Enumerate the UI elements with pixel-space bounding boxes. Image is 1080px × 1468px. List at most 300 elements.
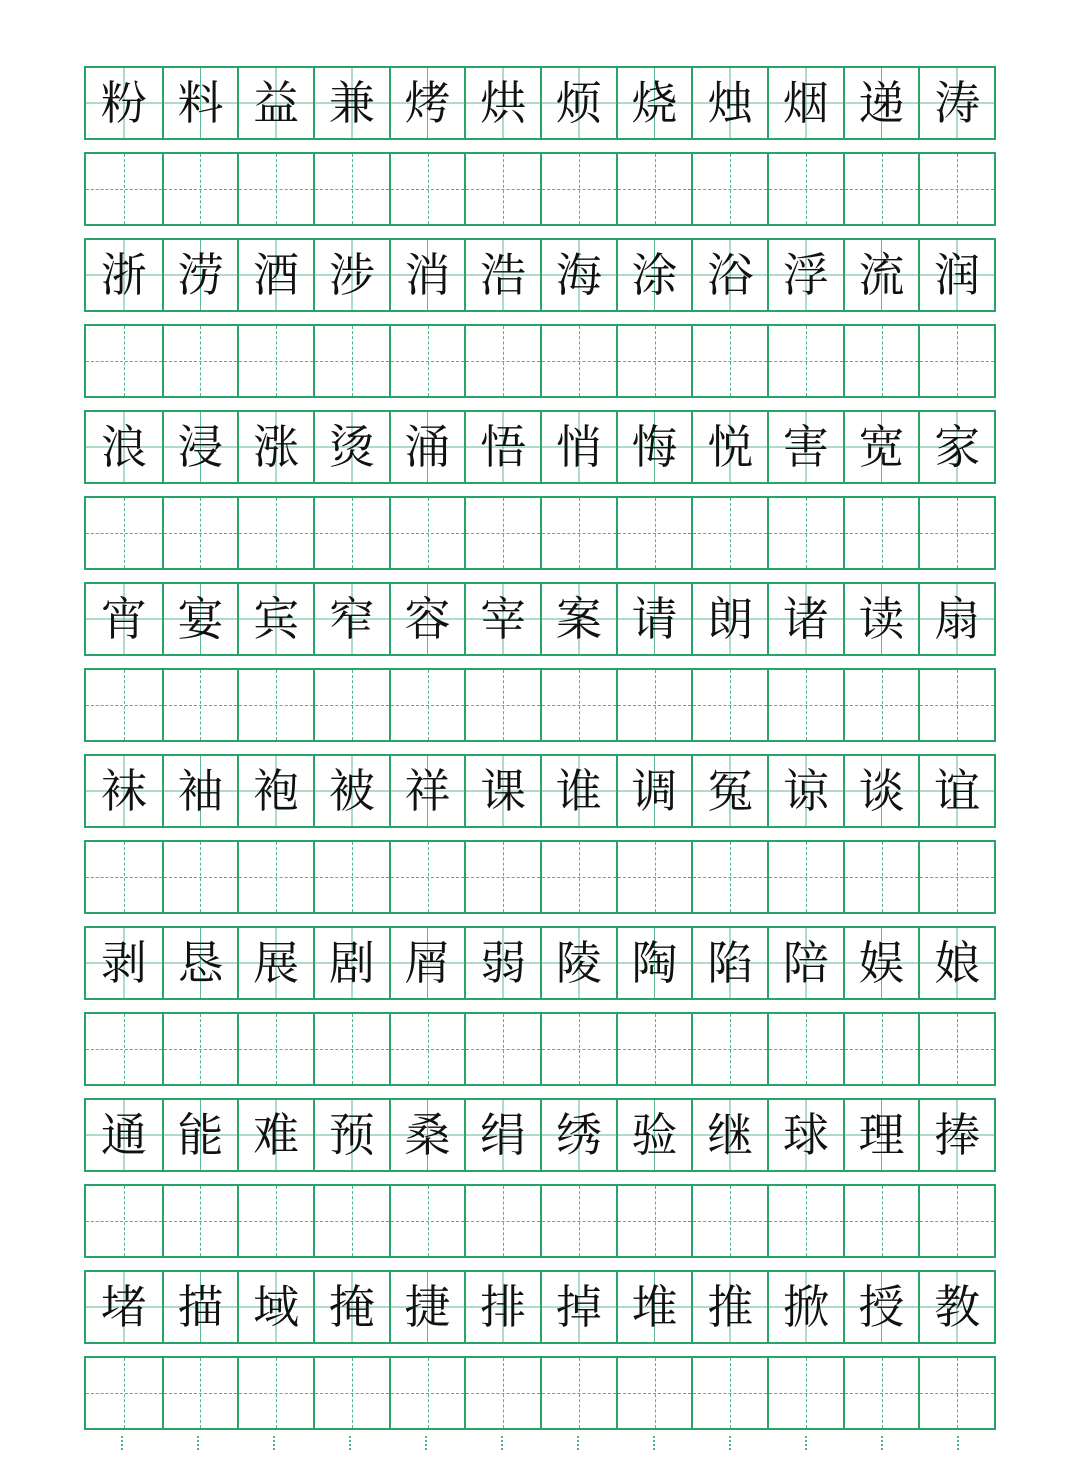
character-cell	[237, 68, 313, 138]
character-cell	[691, 756, 767, 826]
character-cell	[237, 584, 313, 654]
character-cell	[162, 1100, 238, 1170]
practice-cell[interactable]	[237, 498, 313, 568]
character-cell	[389, 928, 465, 998]
character: 绢	[480, 1108, 527, 1162]
character-cell	[691, 1100, 767, 1170]
character-cell	[767, 1272, 843, 1342]
practice-cell[interactable]	[86, 1358, 162, 1428]
character-row	[84, 1098, 996, 1172]
character: 递	[858, 76, 905, 130]
practice-cell[interactable]	[162, 498, 238, 568]
character-cell	[843, 1272, 919, 1342]
character-cell	[540, 68, 616, 138]
character: 继	[707, 1108, 754, 1162]
practice-cell[interactable]	[237, 670, 313, 740]
character-cell	[389, 1272, 465, 1342]
guide-tick	[349, 1436, 351, 1450]
practice-cell[interactable]	[918, 154, 994, 224]
practice-cell[interactable]	[389, 670, 465, 740]
practice-cell[interactable]	[843, 154, 919, 224]
guide-tick	[653, 1436, 655, 1450]
character: 冤	[707, 764, 754, 818]
character: 益	[253, 76, 300, 130]
character-cell	[843, 412, 919, 482]
character: 流	[858, 248, 905, 302]
character-cell	[540, 584, 616, 654]
character: 悟	[480, 420, 527, 474]
character: 调	[631, 764, 678, 818]
character: 兼	[328, 76, 375, 130]
character-cell	[237, 1272, 313, 1342]
character-cell	[313, 584, 389, 654]
character: 谁	[555, 764, 602, 818]
character-cell	[389, 412, 465, 482]
character-cell	[918, 928, 994, 998]
practice-cell[interactable]	[691, 1358, 767, 1428]
practice-cell[interactable]	[86, 670, 162, 740]
practice-cell[interactable]	[540, 842, 616, 912]
guide-tick	[197, 1436, 199, 1450]
practice-cell[interactable]	[86, 1186, 162, 1256]
practice-cell[interactable]	[540, 1186, 616, 1256]
practice-cell[interactable]	[313, 326, 389, 396]
character-cell	[767, 68, 843, 138]
practice-row	[84, 324, 996, 398]
character-cell	[691, 1272, 767, 1342]
practice-cell[interactable]	[389, 1186, 465, 1256]
character: 宴	[177, 592, 224, 646]
guide-tick	[805, 1436, 807, 1450]
practice-cell[interactable]	[389, 498, 465, 568]
character-cell	[691, 928, 767, 998]
character: 陵	[555, 936, 602, 990]
character: 消	[404, 248, 451, 302]
character-cell	[918, 756, 994, 826]
character: 陶	[631, 936, 678, 990]
character-cell	[389, 584, 465, 654]
character: 陪	[782, 936, 829, 990]
character-cell	[464, 928, 540, 998]
character: 润	[934, 248, 981, 302]
practice-cell[interactable]	[389, 326, 465, 396]
practice-cell[interactable]	[616, 498, 692, 568]
character-cell	[616, 1100, 692, 1170]
practice-cell[interactable]	[313, 1014, 389, 1084]
character: 预	[328, 1108, 375, 1162]
character: 课	[480, 764, 527, 818]
character-row	[84, 582, 996, 656]
practice-cell[interactable]	[86, 842, 162, 912]
practice-cell[interactable]	[616, 1358, 692, 1428]
character: 诸	[782, 592, 829, 646]
character-cell	[162, 68, 238, 138]
practice-cell[interactable]	[616, 326, 692, 396]
character-row	[84, 926, 996, 1000]
character: 涛	[934, 76, 981, 130]
character-row	[84, 238, 996, 312]
practice-cell[interactable]	[313, 498, 389, 568]
character-cell	[313, 1272, 389, 1342]
character-cell	[843, 928, 919, 998]
character-cell	[767, 756, 843, 826]
practice-row	[84, 1012, 996, 1086]
practice-cell[interactable]	[843, 326, 919, 396]
character: 容	[404, 592, 451, 646]
character: 堆	[631, 1280, 678, 1334]
character: 烦	[555, 76, 602, 130]
guide-tick	[501, 1436, 503, 1450]
character: 球	[782, 1108, 829, 1162]
practice-cell[interactable]	[389, 154, 465, 224]
guide-tick	[729, 1436, 731, 1450]
character: 浮	[782, 248, 829, 302]
character: 掉	[555, 1280, 602, 1334]
practice-cell[interactable]	[691, 326, 767, 396]
practice-cell[interactable]	[616, 1186, 692, 1256]
character: 理	[858, 1108, 905, 1162]
character-cell	[162, 1272, 238, 1342]
character: 娱	[858, 936, 905, 990]
character: 浙	[100, 248, 147, 302]
character-cell	[540, 1100, 616, 1170]
character-cell	[843, 240, 919, 310]
character-cell	[691, 240, 767, 310]
practice-cell[interactable]	[540, 670, 616, 740]
practice-cell[interactable]	[918, 842, 994, 912]
character: 悄	[555, 420, 602, 474]
character: 验	[631, 1108, 678, 1162]
bottom-guide-marks	[84, 1436, 996, 1454]
practice-cell[interactable]	[162, 1358, 238, 1428]
practice-cell[interactable]	[843, 1358, 919, 1428]
practice-row	[84, 496, 996, 570]
character: 朗	[707, 592, 754, 646]
character-cell	[843, 756, 919, 826]
practice-cell[interactable]	[313, 842, 389, 912]
character-cell	[162, 584, 238, 654]
character-cell	[162, 756, 238, 826]
character-cell	[464, 1272, 540, 1342]
character: 屑	[404, 936, 451, 990]
practice-cell[interactable]	[313, 1186, 389, 1256]
character-cell	[464, 1100, 540, 1170]
character: 剧	[328, 936, 375, 990]
character: 读	[858, 592, 905, 646]
guide-tick	[957, 1436, 959, 1450]
character: 烟	[782, 76, 829, 130]
character-cell	[918, 584, 994, 654]
character: 难	[253, 1108, 300, 1162]
practice-cell[interactable]	[616, 842, 692, 912]
character: 烫	[328, 420, 375, 474]
character-cell	[237, 1100, 313, 1170]
practice-cell[interactable]	[389, 842, 465, 912]
practice-cell[interactable]	[86, 154, 162, 224]
practice-cell[interactable]	[691, 1014, 767, 1084]
practice-cell[interactable]	[918, 1186, 994, 1256]
character: 涂	[631, 248, 678, 302]
character-cell	[313, 928, 389, 998]
character: 谊	[934, 764, 981, 818]
character: 排	[480, 1280, 527, 1334]
practice-cell[interactable]	[313, 1358, 389, 1428]
character: 烛	[707, 76, 754, 130]
character: 涨	[253, 420, 300, 474]
character: 桑	[404, 1108, 451, 1162]
practice-cell[interactable]	[767, 670, 843, 740]
character-cell	[86, 1272, 162, 1342]
character-cell	[313, 756, 389, 826]
practice-cell[interactable]	[313, 154, 389, 224]
character-row	[84, 66, 996, 140]
practice-cell[interactable]	[237, 1014, 313, 1084]
character: 涉	[328, 248, 375, 302]
practice-cell[interactable]	[162, 326, 238, 396]
character: 案	[555, 592, 602, 646]
practice-cell[interactable]	[767, 1358, 843, 1428]
character: 扇	[934, 592, 981, 646]
character-cell	[616, 756, 692, 826]
practice-cell[interactable]	[616, 154, 692, 224]
character-cell	[464, 584, 540, 654]
practice-cell[interactable]	[464, 498, 540, 568]
character-cell	[616, 68, 692, 138]
character: 谈	[858, 764, 905, 818]
character-cell	[86, 756, 162, 826]
practice-row	[84, 840, 996, 914]
practice-cell[interactable]	[464, 1014, 540, 1084]
character: 描	[177, 1280, 224, 1334]
character: 宽	[858, 420, 905, 474]
practice-cell[interactable]	[162, 1014, 238, 1084]
character: 恳	[177, 936, 224, 990]
character-cell	[389, 1100, 465, 1170]
character: 能	[177, 1108, 224, 1162]
character-cell	[691, 412, 767, 482]
practice-cell[interactable]	[616, 1014, 692, 1084]
practice-cell[interactable]	[767, 1186, 843, 1256]
character-cell	[86, 240, 162, 310]
character: 烤	[404, 76, 451, 130]
practice-cell[interactable]	[691, 842, 767, 912]
practice-cell[interactable]	[691, 1186, 767, 1256]
character: 捧	[934, 1108, 981, 1162]
character-cell	[616, 240, 692, 310]
guide-tick	[577, 1436, 579, 1450]
character-cell	[86, 928, 162, 998]
character-cell	[918, 68, 994, 138]
practice-cell[interactable]	[767, 1014, 843, 1084]
character-cell	[767, 928, 843, 998]
practice-cell[interactable]	[918, 1358, 994, 1428]
character-cell	[464, 412, 540, 482]
character: 宵	[100, 592, 147, 646]
practice-cell[interactable]	[540, 154, 616, 224]
character-cell	[389, 68, 465, 138]
character: 域	[253, 1280, 300, 1334]
character-cell	[767, 1100, 843, 1170]
character-cell	[237, 412, 313, 482]
character: 浪	[100, 420, 147, 474]
practice-cell[interactable]	[162, 842, 238, 912]
practice-cell[interactable]	[918, 498, 994, 568]
character-cell	[540, 756, 616, 826]
character-row	[84, 754, 996, 828]
character-cell	[843, 1100, 919, 1170]
character: 宾	[253, 592, 300, 646]
practice-cell[interactable]	[540, 1014, 616, 1084]
practice-cell[interactable]	[843, 498, 919, 568]
character: 家	[934, 420, 981, 474]
practice-cell[interactable]	[843, 1186, 919, 1256]
character-cell	[767, 412, 843, 482]
character-row	[84, 1270, 996, 1344]
character-cell	[86, 584, 162, 654]
character: 袜	[100, 764, 147, 818]
practice-cell[interactable]	[237, 154, 313, 224]
practice-cell[interactable]	[691, 154, 767, 224]
character-row	[84, 410, 996, 484]
character-cell	[540, 412, 616, 482]
practice-cell[interactable]	[162, 670, 238, 740]
character: 谅	[782, 764, 829, 818]
character-cell	[162, 928, 238, 998]
guide-tick	[121, 1436, 123, 1450]
character: 浩	[480, 248, 527, 302]
character-cell	[843, 68, 919, 138]
character: 涌	[404, 420, 451, 474]
guide-tick	[273, 1436, 275, 1450]
practice-cell[interactable]	[464, 842, 540, 912]
character: 浴	[707, 248, 754, 302]
character: 弱	[480, 936, 527, 990]
character-cell	[313, 412, 389, 482]
guide-tick	[425, 1436, 427, 1450]
practice-cell[interactable]	[843, 670, 919, 740]
character: 悦	[707, 420, 754, 474]
practice-cell[interactable]	[843, 842, 919, 912]
character-cell	[464, 68, 540, 138]
character: 粉	[100, 76, 147, 130]
character-cell	[918, 412, 994, 482]
character: 展	[253, 936, 300, 990]
practice-cell[interactable]	[540, 1358, 616, 1428]
practice-cell[interactable]	[540, 326, 616, 396]
character: 害	[782, 420, 829, 474]
practice-cell[interactable]	[918, 326, 994, 396]
practice-cell[interactable]	[86, 498, 162, 568]
character-cell	[86, 68, 162, 138]
character: 教	[934, 1280, 981, 1334]
character: 悔	[631, 420, 678, 474]
practice-cell[interactable]	[918, 1014, 994, 1084]
character: 陷	[707, 936, 754, 990]
character: 烧	[631, 76, 678, 130]
character-cell	[464, 240, 540, 310]
practice-cell[interactable]	[86, 1014, 162, 1084]
character: 窄	[328, 592, 375, 646]
character: 祥	[404, 764, 451, 818]
character-cell	[767, 584, 843, 654]
practice-cell[interactable]	[162, 154, 238, 224]
practice-cell[interactable]	[162, 1186, 238, 1256]
character-cell	[918, 1272, 994, 1342]
practice-cell[interactable]	[540, 498, 616, 568]
character: 涝	[177, 248, 224, 302]
character-cell	[767, 240, 843, 310]
practice-cell[interactable]	[464, 1358, 540, 1428]
character-cell	[464, 756, 540, 826]
practice-cell[interactable]	[691, 498, 767, 568]
character: 堵	[100, 1280, 147, 1334]
practice-cell[interactable]	[464, 326, 540, 396]
character: 烘	[480, 76, 527, 130]
practice-cell[interactable]	[843, 1014, 919, 1084]
practice-cell[interactable]	[464, 1186, 540, 1256]
practice-cell[interactable]	[464, 670, 540, 740]
character: 剥	[100, 936, 147, 990]
practice-cell[interactable]	[918, 670, 994, 740]
character-cell	[313, 68, 389, 138]
character-cell	[918, 240, 994, 310]
practice-row	[84, 1184, 996, 1258]
practice-cell[interactable]	[767, 842, 843, 912]
character: 娘	[934, 936, 981, 990]
character-cell	[389, 756, 465, 826]
practice-cell[interactable]	[464, 154, 540, 224]
character-cell	[691, 68, 767, 138]
practice-cell[interactable]	[313, 670, 389, 740]
character-cell	[162, 240, 238, 310]
character: 海	[555, 248, 602, 302]
practice-cell[interactable]	[86, 326, 162, 396]
character: 袖	[177, 764, 224, 818]
character: 宰	[480, 592, 527, 646]
practice-cell[interactable]	[237, 1358, 313, 1428]
character-cell	[616, 584, 692, 654]
practice-cell[interactable]	[691, 670, 767, 740]
character: 绣	[555, 1108, 602, 1162]
character: 掀	[782, 1280, 829, 1334]
practice-cell[interactable]	[237, 842, 313, 912]
character-cell	[918, 1100, 994, 1170]
character: 浸	[177, 420, 224, 474]
practice-cell[interactable]	[616, 670, 692, 740]
character-cell	[237, 240, 313, 310]
character: 授	[858, 1280, 905, 1334]
practice-cell[interactable]	[767, 326, 843, 396]
practice-row	[84, 152, 996, 226]
character-cell	[313, 240, 389, 310]
practice-row	[84, 1356, 996, 1430]
practice-cell[interactable]	[767, 154, 843, 224]
character-cell	[843, 584, 919, 654]
practice-cell[interactable]	[237, 1186, 313, 1256]
character-cell	[389, 240, 465, 310]
practice-cell[interactable]	[389, 1358, 465, 1428]
guide-tick	[881, 1436, 883, 1450]
practice-cell[interactable]	[767, 498, 843, 568]
character-cell	[616, 412, 692, 482]
practice-cell[interactable]	[389, 1014, 465, 1084]
character: 通	[100, 1108, 147, 1162]
character-cell	[86, 412, 162, 482]
practice-cell[interactable]	[237, 326, 313, 396]
character: 袍	[253, 764, 300, 818]
character-cell	[237, 928, 313, 998]
character-cell	[313, 1100, 389, 1170]
